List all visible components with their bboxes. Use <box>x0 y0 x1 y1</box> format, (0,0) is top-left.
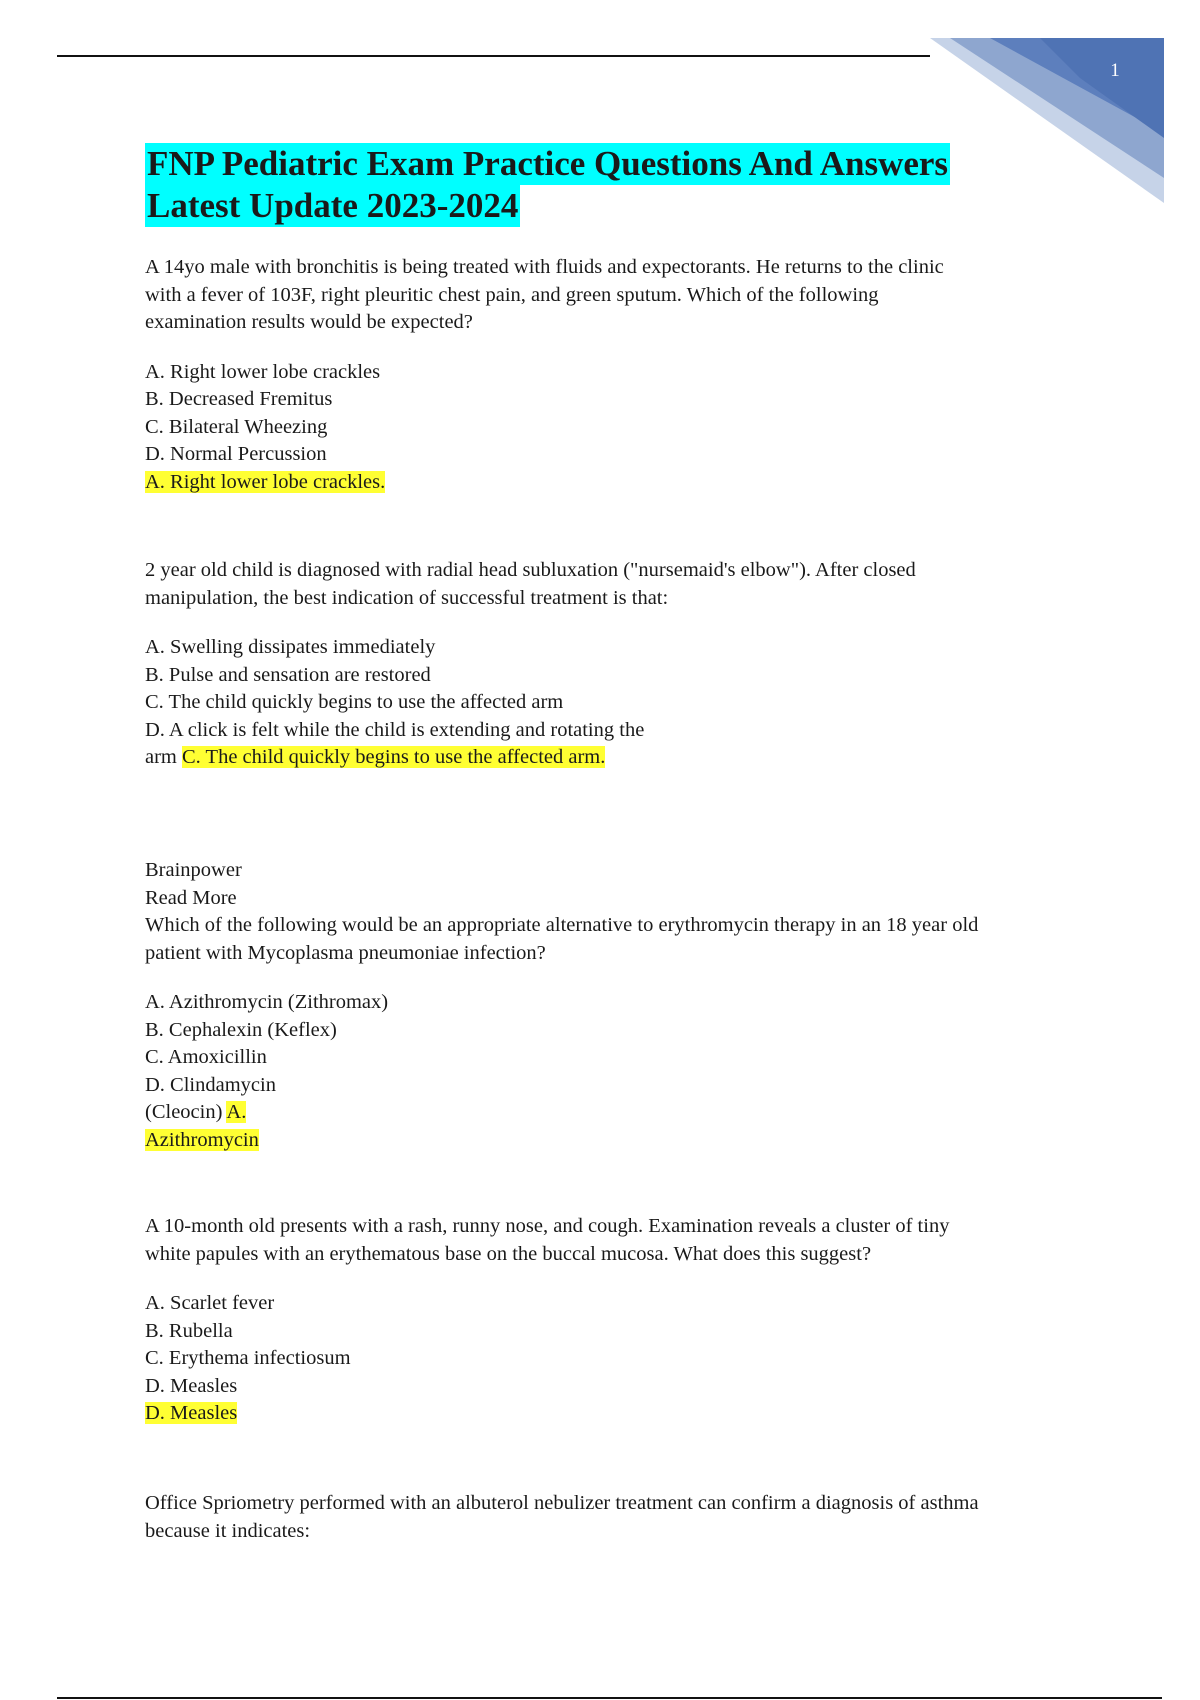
option-a: A. Scarlet fever <box>145 1292 275 1314</box>
brainpower-label: Brainpower <box>145 859 242 881</box>
question-1-stem <box>145 254 1075 337</box>
question-3-options <box>145 989 1075 1154</box>
stem-line: A 14yo male with bronchitis is being treated with fluids and expectorants. He returns to the clinic <box>145 256 944 278</box>
question-1 <box>145 254 1075 496</box>
stem-line: with a fever of 103F, right pleuritic chest pain, and green sputum. Which of the following <box>145 283 879 306</box>
stem-line: white papules with an erythematous base on the buccal mucosa. What does this suggest? <box>145 1242 872 1265</box>
stem-line: patient with Mycoplasma pneumoniae infection? <box>145 941 546 964</box>
stem-line: examination results would be expected? <box>145 311 473 333</box>
option-d: D. A click is felt while the child is extending and rotating the <box>145 718 645 741</box>
option-b: B. Decreased Fremitus <box>145 388 333 410</box>
option-d-continued: (Cleocin) <box>145 1101 227 1123</box>
option-b: B. Rubella <box>145 1319 233 1342</box>
header-rule <box>57 55 930 57</box>
question-2-options <box>145 634 1075 772</box>
stem-line: because it indicates: <box>145 1519 311 1542</box>
stem-line: Office Spriometry performed with an albuterol nebulizer treatment can confirm a diagnosis of asthma <box>145 1492 979 1514</box>
page-number: 1 <box>1110 60 1120 81</box>
question-1-options <box>145 359 1075 497</box>
option-c: C. Amoxicillin <box>145 1046 267 1068</box>
option-b: B. Pulse and sensation are restored <box>145 663 431 686</box>
option-a: A. Swelling dissipates immediately <box>145 636 436 658</box>
question-3 <box>145 857 1075 1154</box>
page-title <box>145 143 1045 227</box>
footer-rule <box>57 1697 1162 1699</box>
highlighted-answer: D. Measles <box>145 1402 238 1424</box>
option-c: C. Bilateral Wheezing <box>145 415 328 438</box>
stem-line: A 10-month old presents with a rash, runny nose, and cough. Examination reveals a cluster of tiny <box>145 1215 950 1237</box>
option-b: B. Cephalexin (Keflex) <box>145 1018 337 1041</box>
read-more-link[interactable]: Read More <box>145 886 237 909</box>
title-line-2: Latest Update 2023-2024 <box>147 186 519 225</box>
question-5 <box>145 1490 1075 1545</box>
question-4 <box>145 1213 1075 1428</box>
highlighted-answer: C. The child quickly begins to use the affected arm. <box>182 746 606 768</box>
option-d: D. Normal Percussion <box>145 443 327 465</box>
option-c: C. Erythema infectiosum <box>145 1347 351 1369</box>
question-4-options <box>145 1290 1075 1428</box>
option-d: D. Measles <box>145 1374 238 1397</box>
highlighted-answer-part-1: A. <box>226 1101 247 1123</box>
title-line-1: FNP Pediatric Exam Practice Questions And Answers <box>147 144 949 183</box>
option-d-continued: arm <box>145 746 182 768</box>
question-5-stem <box>145 1490 1075 1545</box>
highlighted-answer: A. Right lower lobe crackles. <box>145 470 386 493</box>
stem-line: manipulation, the best indication of successful treatment is that: <box>145 586 669 609</box>
stem-line: Which of the following would be an appropriate alternative to erythromycin therapy in an 18 year old <box>145 914 979 936</box>
option-c: C. The child quickly begins to use the affected arm <box>145 691 564 713</box>
question-4-stem <box>145 1213 1075 1268</box>
stem-line: 2 year old child is diagnosed with radial head subluxation ("nursemaid's elbow"). After closed <box>145 559 916 581</box>
question-2-stem <box>145 557 1075 612</box>
highlighted-answer-part-2: Azithromycin <box>145 1128 259 1151</box>
option-a: A. Azithromycin (Zithromax) <box>145 991 389 1013</box>
question-3-stem <box>145 857 1075 967</box>
option-d: D. Clindamycin <box>145 1073 276 1096</box>
question-2 <box>145 557 1075 772</box>
option-a: A. Right lower lobe crackles <box>145 360 381 383</box>
